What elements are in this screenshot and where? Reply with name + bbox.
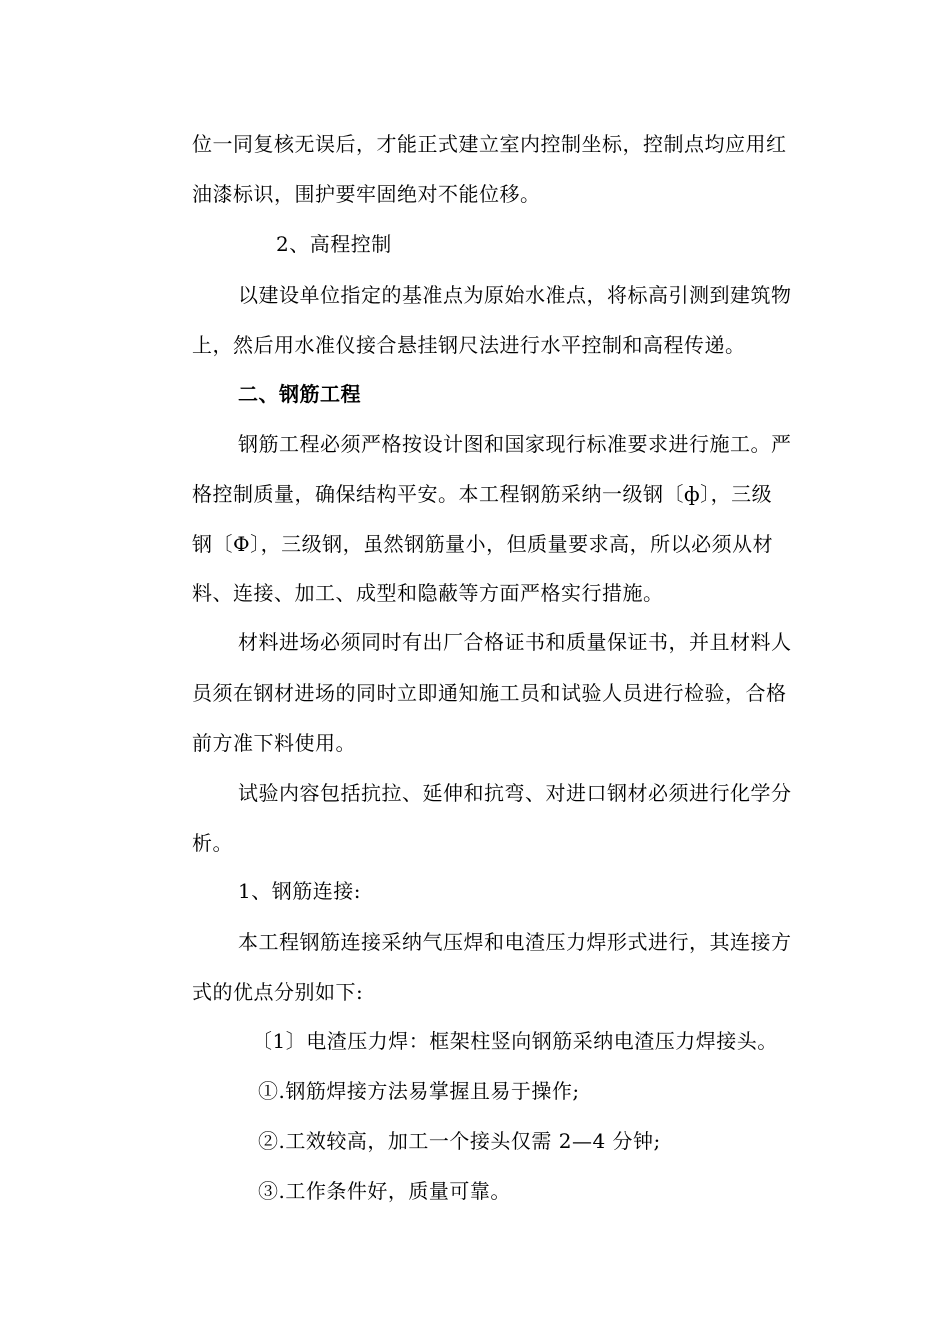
paragraph-line: 格控制质量，确保结构平安。本工程钢筋采纳一级钢〔ф〕，三级 bbox=[192, 482, 773, 506]
list-item: ②.工效较高，加工一个接头仅需 2—4 分钟; bbox=[258, 1129, 661, 1153]
paragraph-line: 试验内容包括抗拉、延伸和抗弯、对进口钢材必须进行化学分 bbox=[238, 781, 792, 805]
paragraph-line: 析。 bbox=[192, 831, 233, 855]
paragraph-line: 上，然后用水准仪接合悬挂钢尺法进行水平控制和高程传递。 bbox=[192, 333, 746, 357]
paragraph-line: 钢〔Ф〕，三级钢，虽然钢筋量小，但质量要求高，所以必须从材 bbox=[192, 532, 774, 556]
paragraph-line: 料、连接、加工、成型和隐蔽等方面严格实行措施。 bbox=[192, 581, 664, 605]
paragraph-line: 本工程钢筋连接采纳气压焊和电渣压力焊形式进行，其连接方 bbox=[238, 930, 792, 954]
list-item: ③.工作条件好，质量可靠。 bbox=[258, 1179, 511, 1203]
list-heading: 〔1〕电渣压力焊：框架柱竖向钢筋采纳电渣压力焊接头。 bbox=[252, 1029, 778, 1053]
list-item: ①.钢筋焊接方法易掌握且易于操作; bbox=[258, 1079, 580, 1103]
paragraph-line: 油漆标识，围护要牢固绝对不能位移。 bbox=[192, 182, 541, 206]
paragraph-line: 式的优点分别如下: bbox=[192, 980, 364, 1004]
paragraph-line: 前方准下料使用。 bbox=[192, 731, 356, 755]
paragraph-line: 以建设单位指定的基准点为原始水准点，将标高引测到建筑物 bbox=[238, 283, 792, 307]
paragraph-line: 材料进场必须同时有出厂合格证书和质量保证书，并且材料人 bbox=[238, 630, 792, 654]
section-heading: 1、钢筋连接: bbox=[238, 879, 361, 903]
paragraph-line: 钢筋工程必须严格按设计图和国家现行标准要求进行施工。严 bbox=[238, 432, 792, 456]
paragraph-line: 员须在钢材进场的同时立即通知施工员和试验人员进行检验，合格 bbox=[192, 681, 787, 705]
section-heading: 2、高程控制 bbox=[276, 232, 392, 256]
paragraph-line: 位一同复核无误后，才能正式建立室内控制坐标，控制点均应用红 bbox=[192, 132, 787, 156]
chapter-heading: 二、钢筋工程 bbox=[238, 382, 361, 406]
